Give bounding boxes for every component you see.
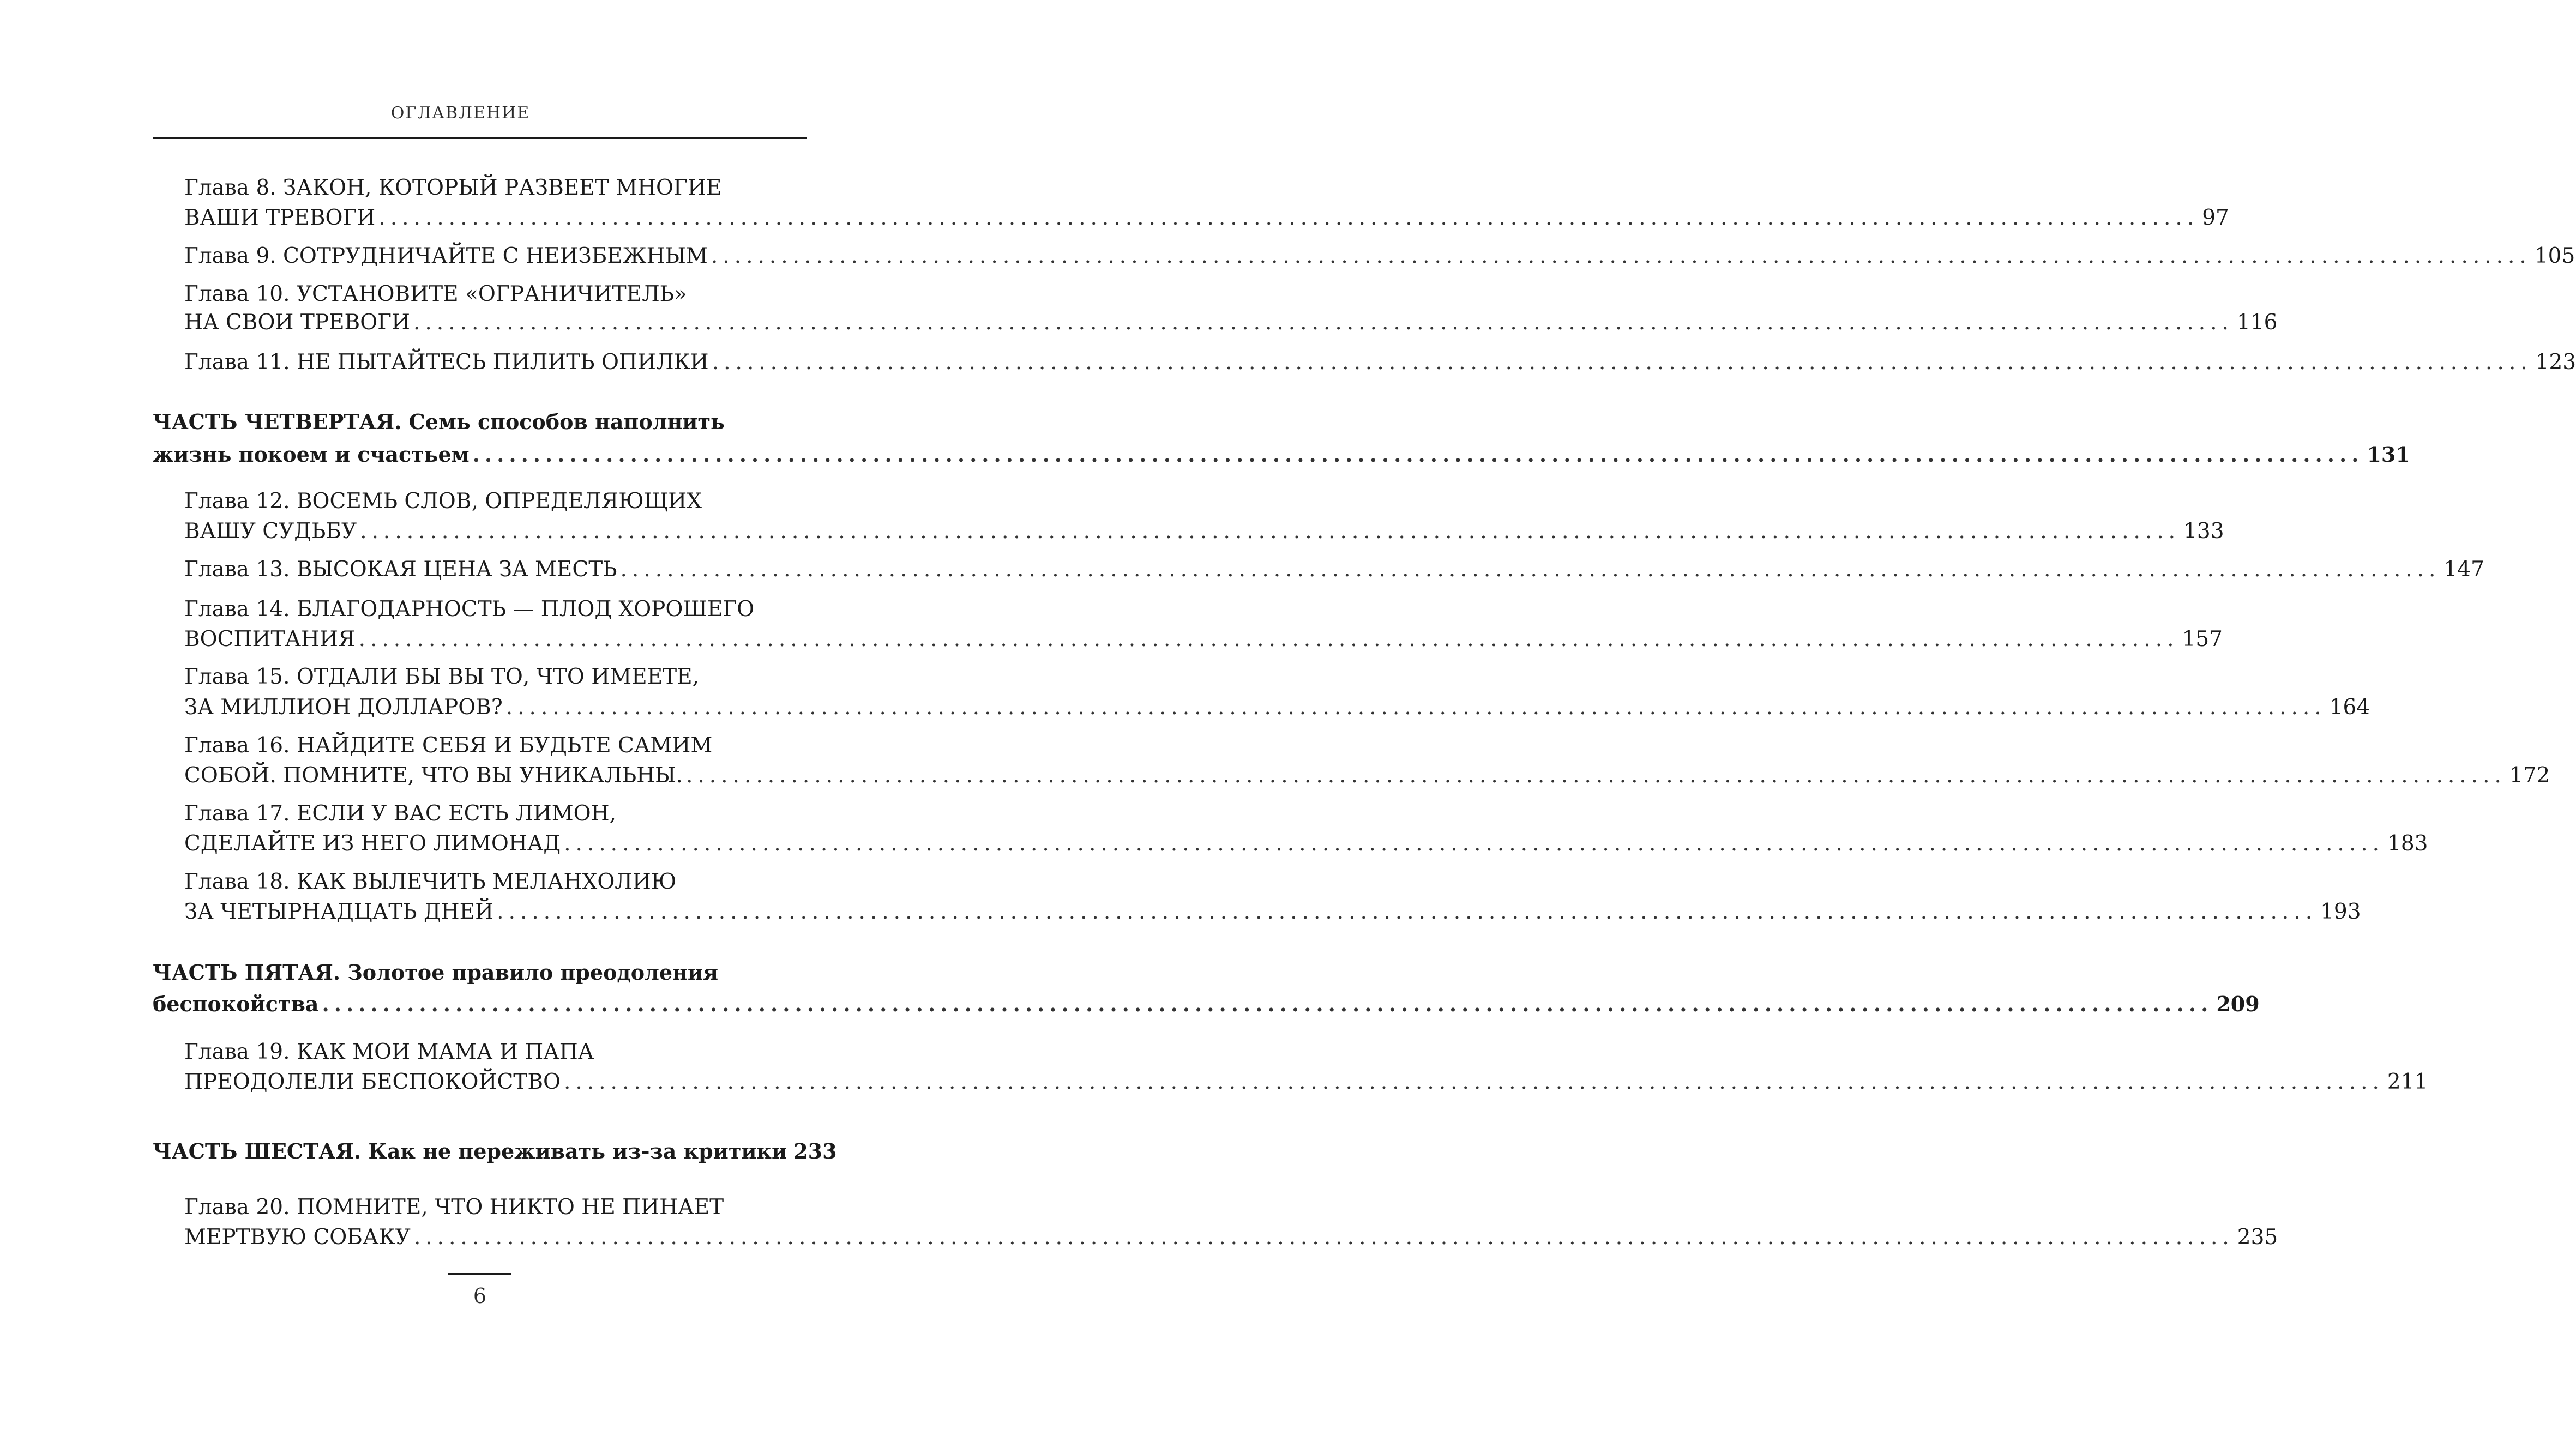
toc-leader-row [184, 627, 2223, 651]
dot-leader: ............................................................................................................................................................ [413, 1225, 2234, 1250]
toc-entry-title: Глава 11. НЕ ПЫТАЙТЕСЬ ПИЛИТЬ ОПИЛКИ [184, 350, 709, 375]
toc-leader-row [184, 763, 2550, 788]
toc-entry-title-line: Глава 19. КАК МОИ МАМА И ПАПА [184, 1040, 594, 1064]
page-number: 6 [473, 1284, 487, 1308]
toc-entry-title: ВОСПИТАНИЯ [184, 627, 356, 651]
toc-page-number: 123 [2535, 350, 2576, 375]
toc-page-number: 116 [2236, 310, 2278, 335]
toc-entry-title: Глава 13. ВЫСОКАЯ ЦЕНА ЗА МЕСТЬ [184, 557, 617, 582]
dot-leader: ............................................................................................................................................................ [413, 310, 2234, 335]
toc-entry-title: СОБОЙ. ПОМНИТЕ, ЧТО ВЫ УНИКАЛЬНЫ. [184, 763, 683, 788]
toc-entry-title-line: Глава 18. КАК ВЫЛЕЧИТЬ МЕЛАНХОЛИЮ [184, 870, 677, 894]
toc-page-number: 131 [2367, 442, 2410, 467]
toc-page-number: 233 [793, 1139, 837, 1163]
toc-entry-title: НА СВОИ ТРЕВОГИ [184, 310, 411, 335]
dot-leader: ............................................................................................................................................................ [620, 557, 2441, 582]
toc-page-number: 157 [2182, 627, 2223, 651]
toc-page-number: 211 [2387, 1070, 2428, 1094]
toc-entry-title-line: Глава 15. ОТДАЛИ БЫ ВЫ ТО, ЧТО ИМЕЕТЕ, [184, 665, 699, 689]
toc-entry-title-line: Глава 17. ЕСЛИ У ВАС ЕСТЬ ЛИМОН, [184, 801, 617, 826]
toc-leader-row [184, 900, 2361, 924]
toc-entry-title: СДЕЛАЙТЕ ИЗ НЕГО ЛИМОНАД [184, 831, 561, 856]
dot-leader: ............................................................................................................................................................ [563, 1070, 2384, 1094]
dot-leader: ............................................................................................................................................................ [711, 244, 2531, 268]
toc-leader-row [184, 557, 2484, 582]
toc-entry-title-line: Глава 12. ВОСЕМЬ СЛОВ, ОПРЕДЕЛЯЮЩИХ [184, 489, 702, 514]
toc-entry-title: ВАШУ СУДЬБУ [184, 519, 357, 544]
toc-entry-title-line: Глава 14. БЛАГОДАРНОСТЬ — ПЛОД ХОРОШЕГО [184, 597, 755, 622]
toc-page-number: 193 [2320, 900, 2361, 924]
toc-entry-title: ЗА ЧЕТЫРНАДЦАТЬ ДНЕЙ [184, 900, 494, 924]
toc-entry-title: ЧАСТЬ ШЕСТАЯ. Как не переживать из-за критики [153, 1139, 787, 1163]
toc-page-number: 97 [2202, 206, 2229, 230]
toc-entry-title: МЕРТВУЮ СОБАКУ [184, 1225, 411, 1250]
toc-leader-row [184, 244, 2575, 268]
toc-leader-row [153, 992, 2260, 1016]
toc-page-number: 209 [2216, 992, 2260, 1016]
toc-leader-row [153, 442, 2410, 467]
toc-page-number: 105 [2534, 244, 2575, 268]
toc-leader-row [184, 206, 2229, 230]
toc-entry-title-line: ЧАСТЬ ЧЕТВЕРТАЯ. Семь способов наполнить [153, 409, 725, 434]
dot-leader: ............................................................................................................................................................ [564, 831, 2385, 856]
dot-leader: ............................................................................................................................................................ [505, 695, 2326, 720]
toc-leader-row [184, 310, 2278, 335]
toc-page-number: 172 [2509, 763, 2550, 788]
toc-leader-row [184, 350, 2576, 375]
toc-leader-row [153, 1139, 837, 1163]
dot-leader: ............................................................................................................................................................ [472, 442, 2364, 467]
toc-leader-row [184, 1070, 2428, 1094]
toc-entry-title-line: Глава 10. УСТАНОВИТЕ «ОГРАНИЧИТЕЛЬ» [184, 282, 687, 306]
toc-entry-title-line: Глава 8. ЗАКОН, КОТОРЫЙ РАЗВЕЕТ МНОГИЕ [184, 176, 722, 200]
dot-leader: ............................................................................................................................................................ [378, 206, 2199, 230]
toc-entry-title: ЗА МИЛЛИОН ДОЛЛАРОВ? [184, 695, 503, 720]
toc-page-number: 183 [2387, 831, 2428, 856]
toc-entry-title-line: ЧАСТЬ ПЯТАЯ. Золотое правило преодоления [153, 960, 719, 985]
running-header: ОГЛАВЛЕНИЕ [390, 104, 531, 123]
toc-entry-title: Глава 9. СОТРУДНИЧАЙТЕ С НЕИЗБЕЖНЫМ [184, 244, 708, 268]
footer-rule [448, 1273, 511, 1275]
toc-leader-row [184, 695, 2370, 720]
toc-leader-row [184, 831, 2428, 856]
toc-entry-title: ПРЕОДОЛЕЛИ БЕСПОКОЙСТВО [184, 1070, 561, 1094]
toc-leader-row [184, 1225, 2278, 1250]
toc-entry-title: беспокойства [153, 992, 319, 1016]
toc-entry-title-line: Глава 16. НАЙДИТЕ СЕБЯ И БУДЬТЕ САМИМ [184, 733, 713, 758]
toc-page-number: 147 [2443, 557, 2484, 582]
toc-leader-row [184, 519, 2224, 544]
toc-page-number: 164 [2329, 695, 2370, 720]
dot-leader: ............................................................................................................................................................ [685, 763, 2506, 788]
dot-leader: ............................................................................................................................................................ [712, 350, 2532, 375]
toc-entry-title-line: Глава 20. ПОМНИТЕ, ЧТО НИКТО НЕ ПИНАЕТ [184, 1195, 724, 1220]
toc-page-number: 133 [2183, 519, 2224, 544]
dot-leader: ............................................................................................................................................................ [497, 900, 2318, 924]
toc-entry-title: ВАШИ ТРЕВОГИ [184, 206, 376, 230]
dot-leader: ............................................................................................................................................................ [358, 627, 2179, 651]
dot-leader: ............................................................................................................................................................ [360, 519, 2181, 544]
toc-entry-title: жизнь покоем и счастьем [153, 442, 470, 467]
toc-page-number: 235 [2237, 1225, 2278, 1250]
dot-leader: ............................................................................................................................................................ [322, 992, 2213, 1016]
